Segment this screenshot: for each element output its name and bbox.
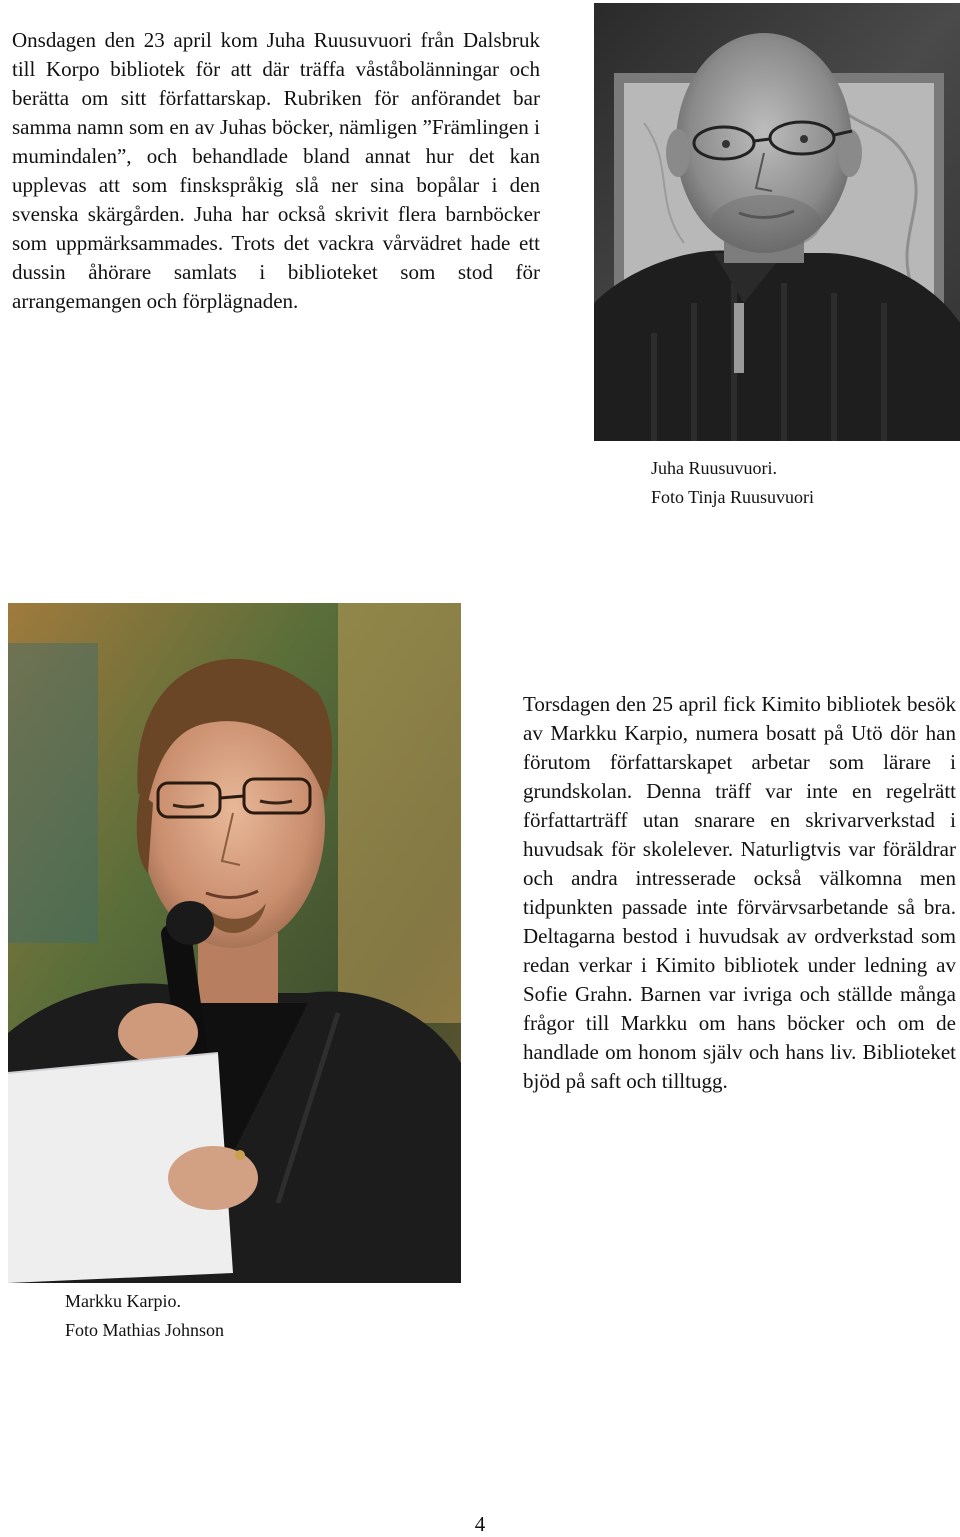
- photo-juha-ruusuvuori: [594, 3, 960, 441]
- page-number: 4: [474, 1512, 486, 1536]
- caption-markku-credit: Foto Mathias Johnson: [65, 1320, 225, 1340]
- caption-markku-karpio: [65, 1287, 224, 1345]
- caption-juha-credit: Foto Tinja Ruusuvuori: [651, 487, 815, 507]
- caption-markku-name: Markku Karpio.: [65, 1291, 181, 1311]
- article-paragraph-juha: Onsdagen den 23 april kom Juha Ruusuvuori från Dalsbruk till Korpo bibliotek för att där träffa våståbolänningar och berätta om sitt författarskap. Rubriken för anförandet bar samma namn som en av Juhas böcker, nämligen ”Främlingen i mumindalen”, och behandlade bland annat hur det kan upplevas att som finskspråkig slå ner sina bopålar i den svenska skärgården. Juha har också skrivit flera barnböcker som uppmärksammades. Trots det vackra vårvädret hade ett dussin åhörare samlats i biblioteket som stod för arrangemangen och förplägnaden.: [12, 28, 540, 313]
- caption-juha-name: Juha Ruusuvuori.: [651, 458, 777, 478]
- photo-markku-karpio: [8, 603, 461, 1283]
- caption-juha-ruusuvuori: [651, 454, 814, 512]
- article-paragraph-markku: Torsdagen den 25 april fick Kimito bibliotek besök av Markku Karpio, numera bosatt på Utö dör han förutom författarskapet arbetar som lärare i grundskolan. Denna träff var inte en regelrätt författarträff utan snarare en skrivarverkstad i huvudsak för skolelever. Naturligtvis var föräldrar och andra intresserade också välkomna men tidpunkten passade inte förvärvsarbetande så bra. Deltagarna bestod i huvudsak av ordverkstad som redan verkar i Kimito bibliotek under ledning av Sofie Grahn. Barnen var ivriga och ställde många frågor till Markku om hans böcker och om de handlade om honom själv och hans liv. Biblioteket bjöd på saft och tilltugg.: [523, 692, 956, 1093]
